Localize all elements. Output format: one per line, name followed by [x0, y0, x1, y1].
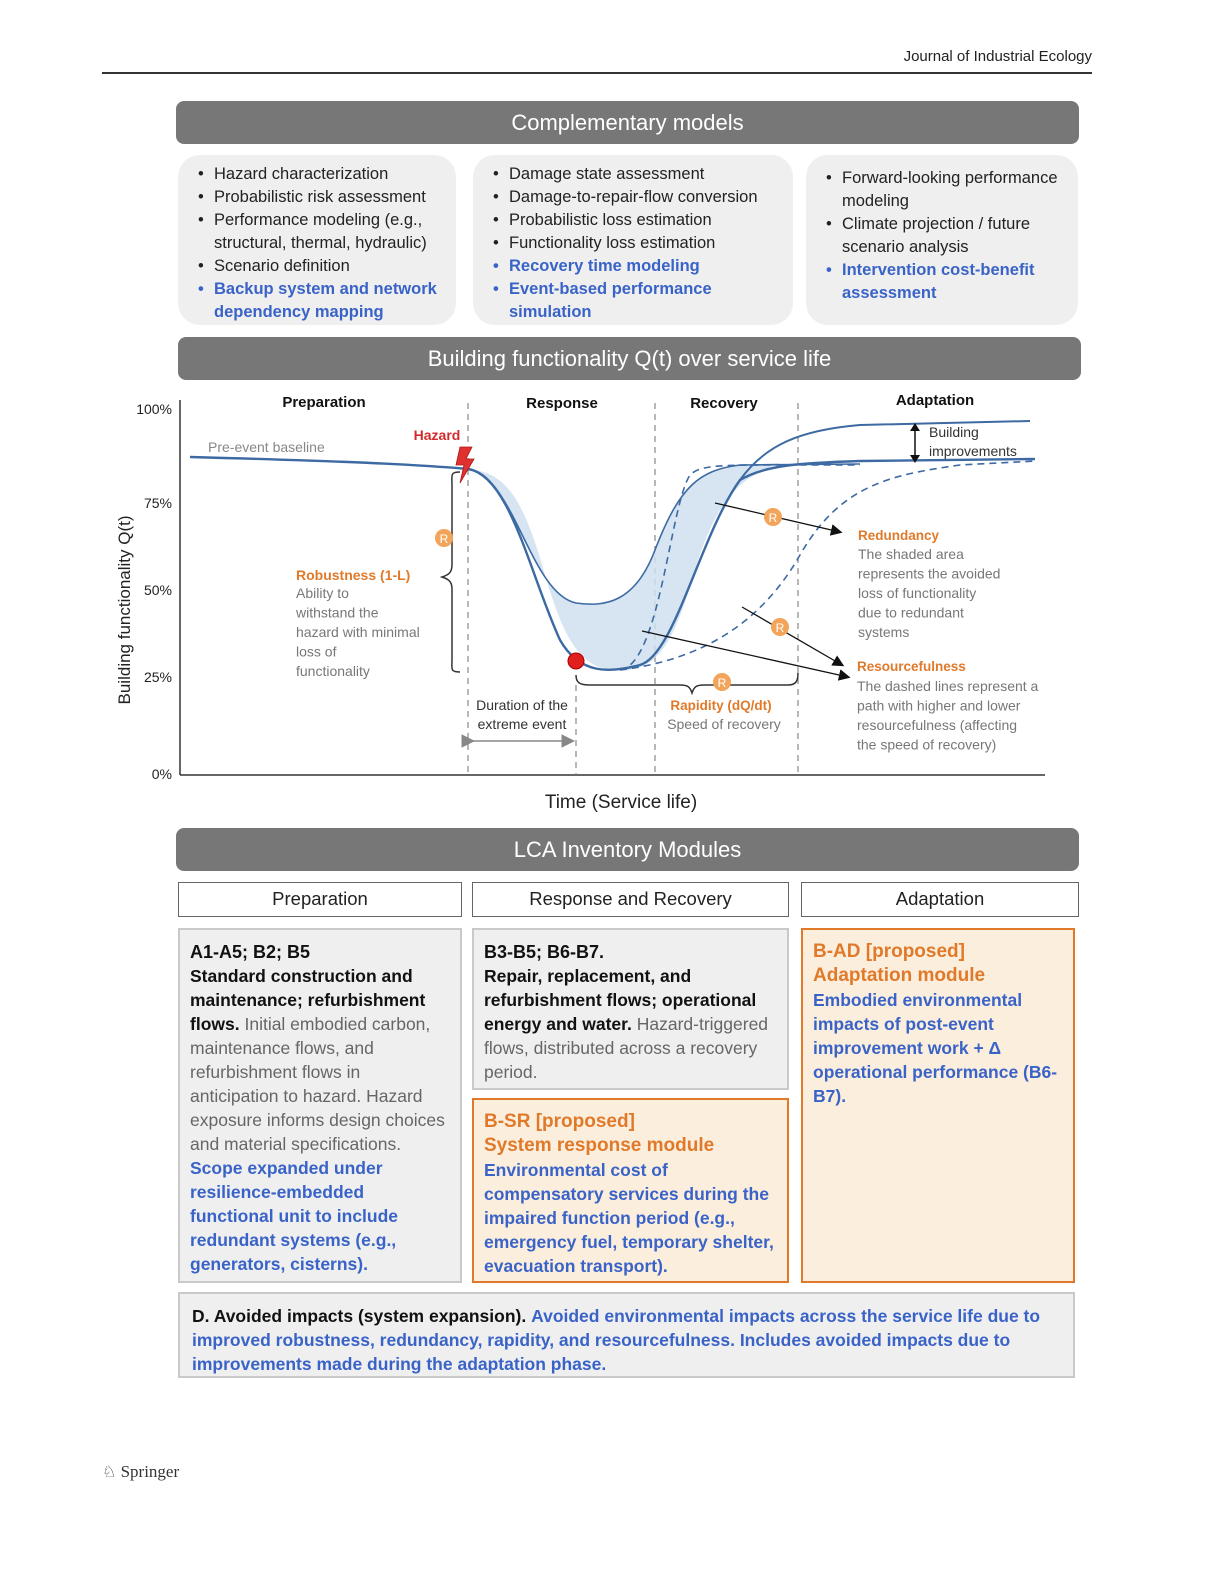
baseline-label: Pre-event baseline [208, 439, 325, 455]
resp-grey: Hazard-triggered flows, distributed across a recovery period. [484, 1014, 769, 1082]
complementary-list-2 [493, 163, 783, 324]
redundancy-text: The shaded area represents the avoided loss of functionality due to redundant systems [858, 546, 1001, 640]
complementary-item: • Scenario definition [198, 255, 446, 278]
springer-logo-icon: ♘ [102, 1464, 117, 1481]
ytick-50: 50% [143, 582, 172, 598]
complementary-item: • Hazard characterization [198, 163, 446, 186]
improvement-label: Building improvements [929, 424, 1017, 459]
complementary-item: • Functionality loss estimation [493, 232, 783, 255]
lca-module-preparation [178, 928, 462, 1283]
complementary-item: • Damage-to-repair-flow conversion [493, 186, 783, 209]
resourcefulness-arrow-2 [642, 631, 848, 677]
complementary-card-2 [473, 155, 793, 325]
chart-banner: Building functionality Q(t) over service life [178, 337, 1081, 380]
bad-blue: Embodied environmental impacts of post-event improvement work + Δ operational performance (B6-B7). [813, 990, 1058, 1106]
avoided-blue: Avoided environmental impacts across the service life due to improved robustness, redundancy, rapidity, and resourcefulness. Includes avoided impacts due to improvements made during the adaptation phase. [192, 1306, 1041, 1374]
phase-adaptation: Adaptation [895, 392, 975, 409]
lca-header-adaptation: Adaptation [801, 882, 1079, 917]
resp-bold: Repair, replacement, and refurbishment flows; operational energy and water. [484, 966, 757, 1034]
bad-title: Adaptation module [813, 965, 986, 986]
publisher-name: Springer [120, 1462, 180, 1481]
rapidity-title: Rapidity (dQ/dt) [670, 698, 772, 713]
bad-code: B-AD [proposed] [813, 941, 965, 962]
phase-preparation: Preparation [282, 394, 366, 411]
hazard-lightning-icon [456, 447, 474, 483]
functionality-chart [100, 385, 1080, 820]
prep-blue: Scope expanded under resilience-embedded functional unit to include redundant systems (e.g., generators, cisterns). [190, 1158, 399, 1274]
complementary-list-3 [826, 167, 1068, 305]
bsr-code: B-SR [proposed] [484, 1111, 635, 1132]
journal-title: Journal of Industrial Ecology [903, 48, 1092, 65]
complementary-item: • Damage state assessment [493, 163, 783, 186]
prep-code: A1-A5; B2; B5 [190, 942, 311, 962]
improvement-arrow-down-icon [910, 455, 920, 463]
ytick-0: 0% [151, 766, 172, 782]
phase-recovery: Recovery [690, 395, 758, 412]
robustness-title: Robustness (1-L) [296, 567, 411, 583]
lca-module-response [472, 928, 789, 1090]
lca-module-system-response [472, 1098, 789, 1283]
complementary-item: • Probabilistic risk assessment [198, 186, 446, 209]
bsr-blue: Environmental cost of compensatory services during the impaired function period (e.g., emergency fuel, temporary shelter, evacuation transport). [484, 1160, 774, 1276]
complementary-card-1 [178, 155, 456, 325]
rapidity-brace [576, 673, 798, 693]
bsr-title: System response module [484, 1135, 715, 1156]
rapidity-text: Speed of recovery [667, 716, 781, 732]
resourcefulness-title: Resourcefulness [857, 659, 966, 674]
prep-bold: Standard construction and maintenance; refurbishment flows. [190, 966, 426, 1034]
y-axis-label: Building functionality Q(t) [115, 515, 134, 705]
complementary-item: • Intervention cost-benefit assessment [826, 259, 1068, 305]
lca-header-response-recovery: Response and Recovery [472, 882, 789, 917]
ytick-75: 75% [143, 495, 172, 511]
hazard-label: Hazard [413, 427, 461, 443]
robustness-text: Ability to withstand the hazard with minimal loss of functionality [296, 585, 420, 679]
robustness-badge-text: R [439, 532, 449, 546]
redundancy-shaded-area [468, 463, 780, 670]
lca-banner: LCA Inventory Modules [176, 828, 1079, 871]
prep-grey: Initial embodied carbon, maintenance flows, and refurbishment flows in anticipation to hazard. Hazard exposure informs design choices and material specifications. [190, 1014, 445, 1154]
ytick-25: 25% [143, 669, 172, 685]
complementary-item: • Forward-looking performance modeling [826, 167, 1068, 213]
lca-module-avoided-impacts [178, 1292, 1075, 1378]
duration-label: Duration of the extreme event [476, 697, 568, 732]
minimum-functionality-point [568, 653, 584, 669]
complementary-item: • Performance modeling (e.g., structural, thermal, hydraulic) [198, 209, 446, 255]
complementary-card-3 [806, 155, 1078, 325]
complementary-models-banner: Complementary models [176, 101, 1079, 144]
redundancy-title: Redundancy [858, 528, 940, 543]
x-axis-label: Time (Service life) [544, 792, 698, 813]
rapidity-badge-text: R [717, 676, 727, 690]
phase-response: Response [526, 395, 598, 412]
complementary-item: • Probabilistic loss estimation [493, 209, 783, 232]
robustness-brace [439, 472, 460, 672]
complementary-item: • Event-based performance simulation [493, 278, 783, 324]
resourcefulness-badge-text: R [775, 621, 785, 635]
resourcefulness-text: The dashed lines represent a path with higher and lower resourcefulness (affecting the speed of recovery) [857, 678, 1039, 753]
complementary-list-1 [198, 163, 446, 324]
resp-code: B3-B5; B6-B7. [484, 942, 605, 962]
lca-header-preparation: Preparation [178, 882, 462, 917]
publisher-footer [102, 1462, 179, 1482]
lca-module-adaptation [801, 928, 1075, 1283]
header-rule [102, 72, 1092, 74]
complementary-item: • Backup system and network dependency mapping [198, 278, 446, 324]
avoided-bold: D. Avoided impacts (system expansion). [192, 1306, 527, 1326]
complementary-item: • Recovery time modeling [493, 255, 783, 278]
ytick-100: 100% [136, 401, 172, 417]
complementary-item: • Climate projection / future scenario analysis [826, 213, 1068, 259]
redundancy-badge-text: R [768, 511, 778, 525]
